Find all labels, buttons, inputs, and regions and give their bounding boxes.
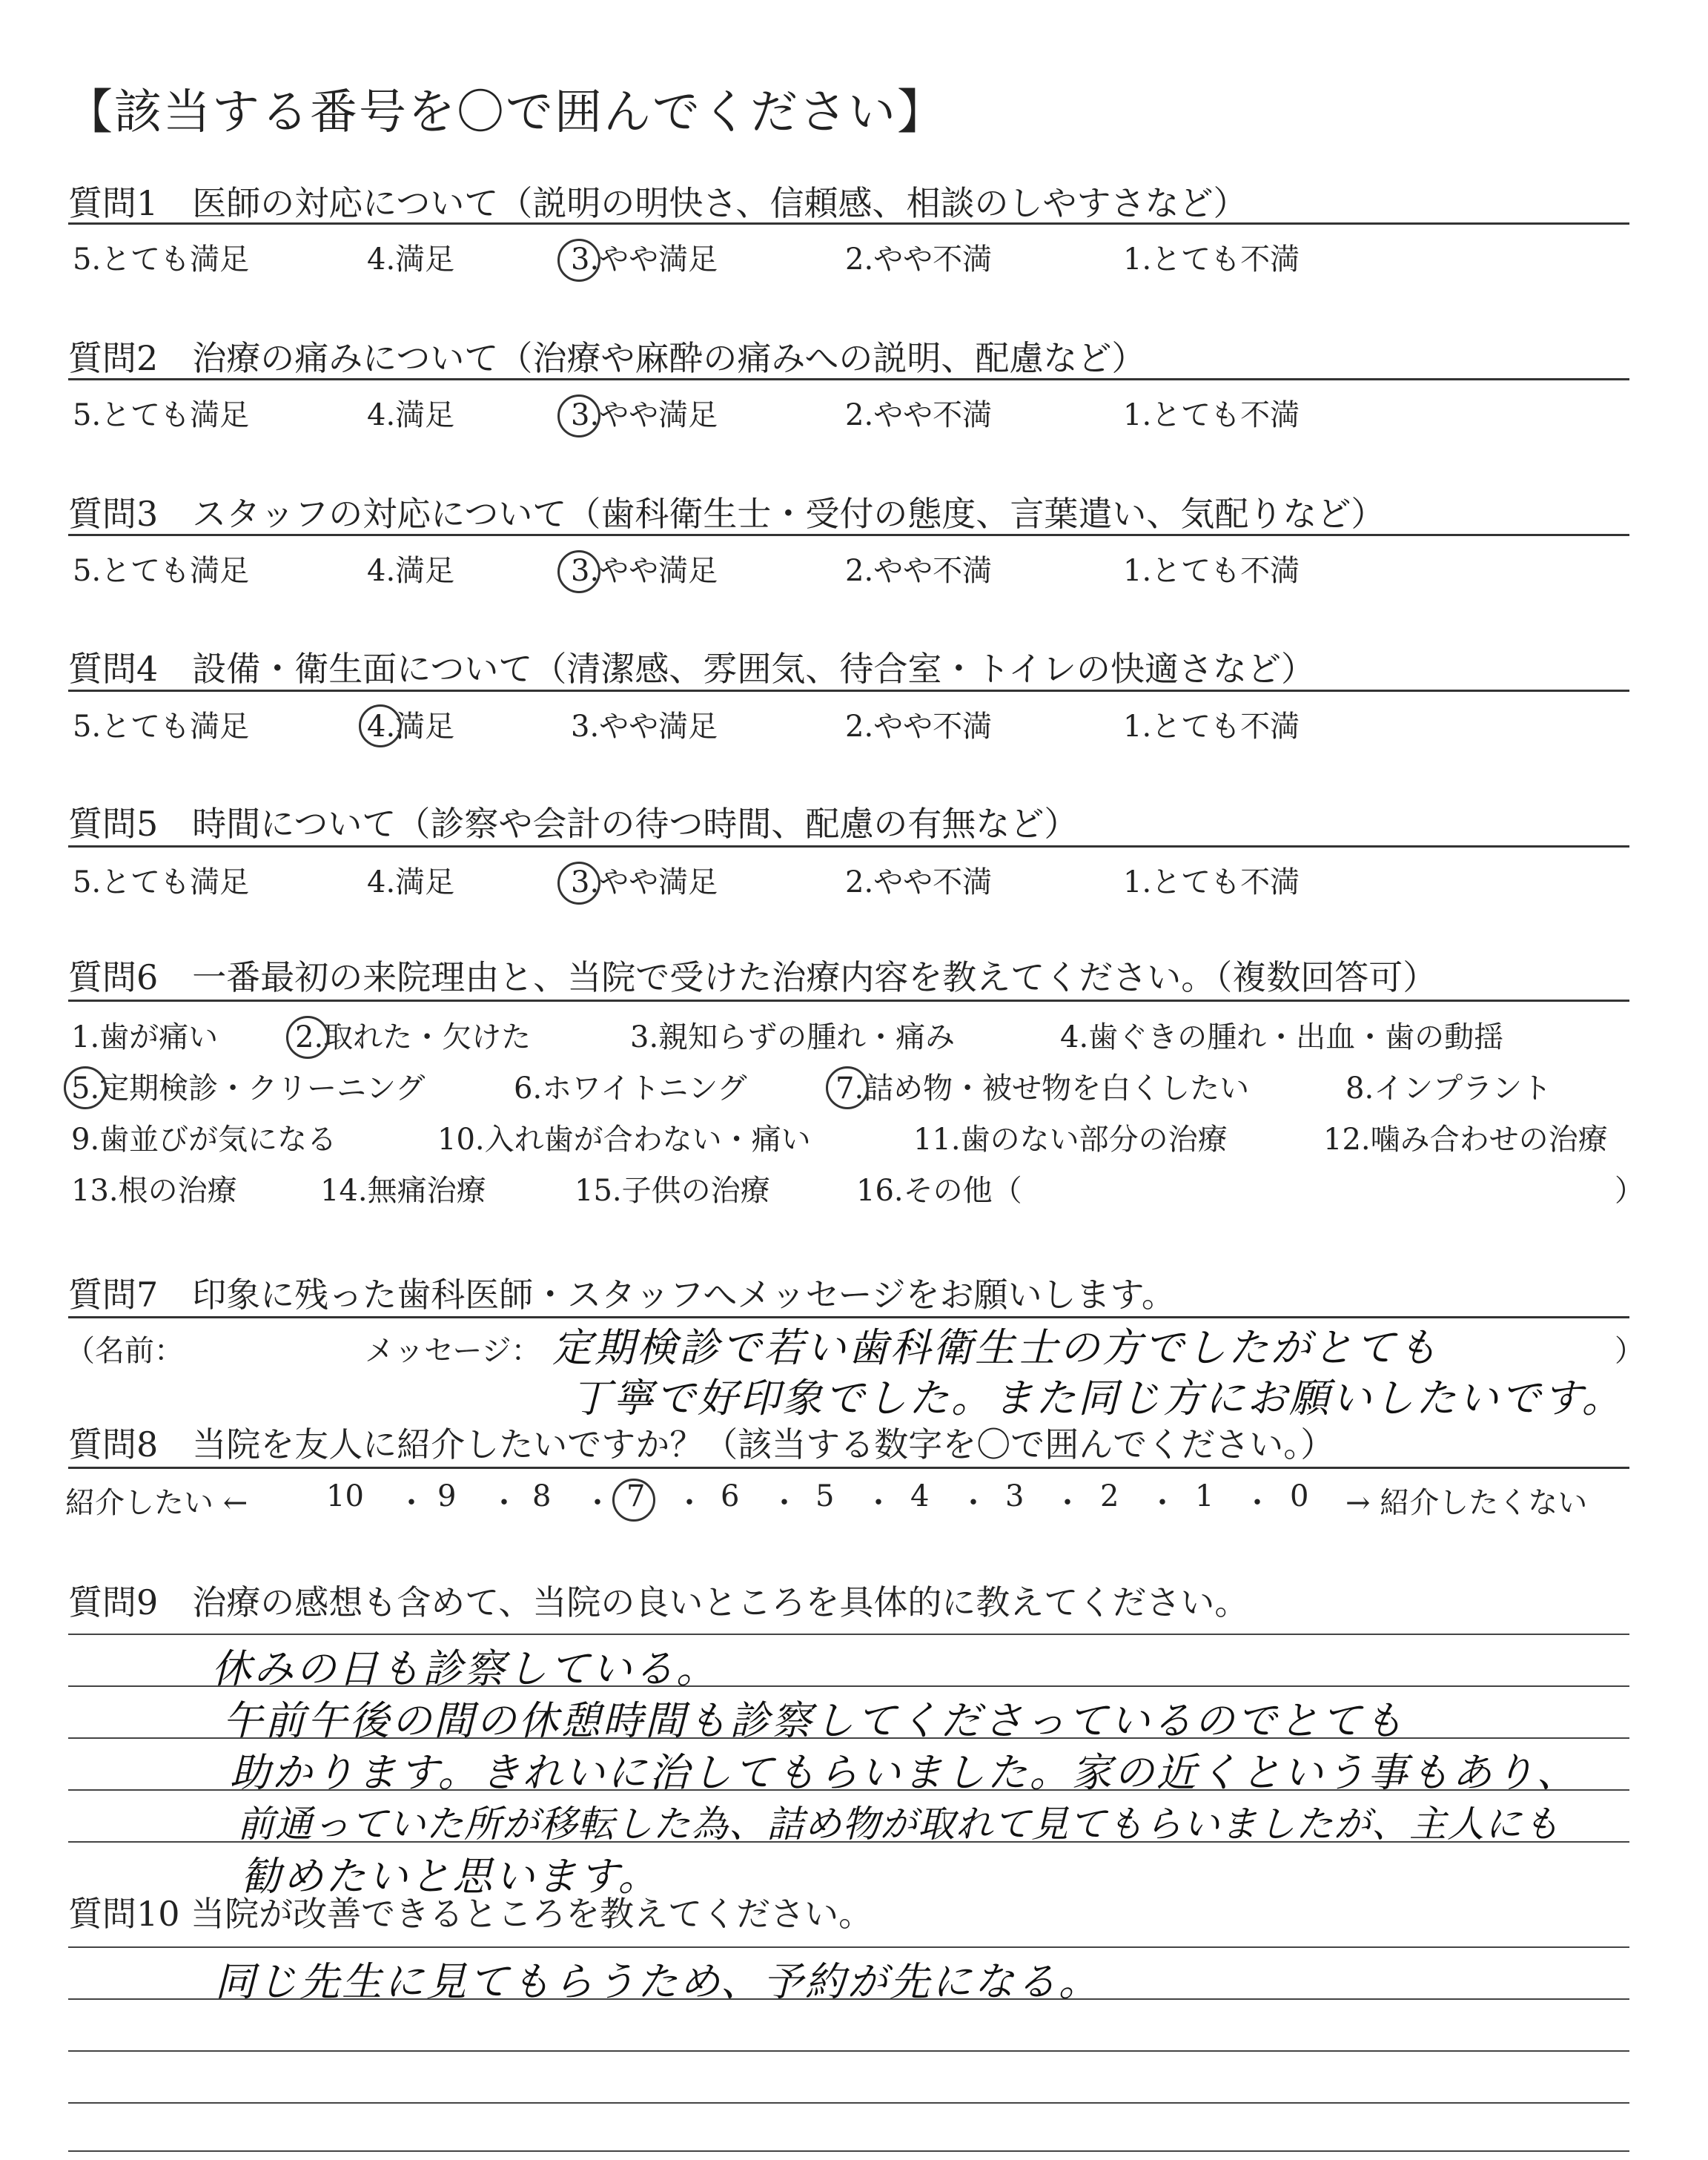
q4-option-1[interactable]: 1.とても不満 (1123, 710, 1300, 744)
q6-option-7[interactable]: 7.詰め物・被せ物を白くしたい (835, 1071, 1250, 1106)
q6-other-close-paren: ） (1615, 1174, 1644, 1208)
q6-selection-circle-5 (64, 1066, 107, 1109)
q8-selection-circle (612, 1479, 655, 1522)
q8-scale-dot: ・ (675, 1486, 704, 1520)
q6-option-4[interactable]: 4.歯ぐきの腫れ・出血・歯の動揺 (1060, 1020, 1504, 1054)
q2-selection-circle (557, 394, 600, 437)
q8-scale-5[interactable]: 5 (815, 1479, 835, 1513)
q6-option-13[interactable]: 13.根の治療 (71, 1174, 237, 1208)
q2-option-4[interactable]: 4.満足 (367, 398, 455, 432)
q8-scale-3[interactable]: 3 (1005, 1479, 1025, 1513)
q7-message-line-1[interactable]: 定期検診で若い歯科衛生士の方でしたがとても (552, 1324, 1440, 1371)
q8-scale-9[interactable]: 9 (437, 1479, 457, 1513)
q6-option-15[interactable]: 15.子供の治療 (575, 1174, 770, 1208)
q6-option-1[interactable]: 1.歯が痛い (71, 1020, 219, 1054)
q6-selection-circle-7 (826, 1066, 869, 1109)
q8-scale-0[interactable]: 0 (1290, 1479, 1309, 1513)
question-4-title: 質問4 設備・衛生面について（清潔感、雰囲気、待合室・トイレの快適さなど） (68, 649, 1316, 689)
question-10-title: 質問10 当院が改善できるところを教えてください。 (68, 1894, 873, 1934)
q8-scale-dot: ・ (864, 1486, 893, 1520)
q4-selection-circle (359, 704, 402, 747)
q6-selection-circle-2 (286, 1016, 329, 1059)
question-2-rule (68, 378, 1629, 380)
q1-option-5[interactable]: 5.とても満足 (73, 242, 250, 277)
q7-name-label: （名前： (65, 1334, 184, 1368)
q7-message-label: メッセージ： (365, 1334, 541, 1368)
q9-answer-line-3[interactable]: 助かります。きれいに治してもらいました。家の近くという事もあり、 (230, 1749, 1579, 1796)
question-1-rule (68, 222, 1629, 225)
q8-scale-dot: ・ (397, 1486, 426, 1520)
q6-option-16[interactable]: 16.その他（ (856, 1174, 1022, 1208)
q9-answer-line-4[interactable]: 前通っていた所が移転した為、詰め物が取れて見てもらいましたが、主人にも (237, 1803, 1560, 1846)
q6-option-5[interactable]: 5.定期検診・クリーニング (71, 1071, 426, 1106)
q1-selection-circle (557, 239, 600, 282)
q9-answer-line-1[interactable]: 休みの日も診察している。 (211, 1645, 718, 1692)
q3-option-4[interactable]: 4.満足 (367, 554, 455, 588)
q2-option-5[interactable]: 5.とても満足 (73, 398, 250, 432)
q6-option-12[interactable]: 12.噛み合わせの治療 (1323, 1123, 1608, 1157)
question-8-rule (68, 1467, 1629, 1469)
q8-scale-8[interactable]: 8 (532, 1479, 552, 1513)
question-5-title: 質問5 時間について（診察や会計の待つ時間、配慮の有無など） (68, 804, 1079, 844)
q8-scale-dot: ・ (1148, 1486, 1177, 1520)
q9-answer-line (68, 1634, 1629, 1635)
q8-scale-dot: ・ (489, 1486, 519, 1520)
q5-option-5[interactable]: 5.とても満足 (73, 865, 250, 899)
q7-close-paren: ） (1615, 1334, 1644, 1368)
q2-option-2[interactable]: 2.やや不満 (845, 398, 993, 432)
question-6-rule (68, 1000, 1629, 1002)
q8-right-label: → 紹介したくない (1345, 1486, 1588, 1520)
q2-option-3[interactable]: 3.やや満足 (571, 398, 718, 432)
question-3-rule (68, 534, 1629, 536)
q8-scale-dot: ・ (1242, 1486, 1272, 1520)
q8-scale-1[interactable]: 1 (1195, 1479, 1214, 1513)
question-6-title: 質問6 一番最初の来院理由と、当院で受けた治療内容を教えてください。（複数回答可） (68, 957, 1437, 997)
q1-option-2[interactable]: 2.やや不満 (845, 242, 993, 277)
q4-option-3[interactable]: 3.やや満足 (571, 710, 718, 744)
q8-scale-2[interactable]: 2 (1100, 1479, 1119, 1513)
q10-answer-line (68, 2102, 1629, 2104)
q1-option-4[interactable]: 4.満足 (367, 242, 455, 277)
q6-option-3[interactable]: 3.親知らずの腫れ・痛み (630, 1020, 956, 1054)
question-4-rule (68, 690, 1629, 692)
q6-option-10[interactable]: 10.入れ歯が合わない・痛い (437, 1123, 811, 1157)
form-title: 【該当する番号を〇で囲んでください】 (65, 85, 946, 140)
q2-option-1[interactable]: 1.とても不満 (1123, 398, 1300, 432)
q3-option-2[interactable]: 2.やや不満 (845, 554, 993, 588)
q8-left-label: 紹介したい ← (65, 1486, 248, 1520)
q6-option-8[interactable]: 8.インプラント (1345, 1071, 1552, 1106)
q10-answer-line (68, 1946, 1629, 1948)
q1-option-3[interactable]: 3.やや満足 (571, 242, 718, 277)
q8-scale-6[interactable]: 6 (721, 1479, 740, 1513)
q9-answer-line-2[interactable]: 午前午後の間の休憩時間も診察してくださっているのでとても (222, 1697, 1406, 1744)
q1-option-1[interactable]: 1.とても不満 (1123, 242, 1300, 277)
question-2-title: 質問2 治療の痛みについて（治療や麻酔の痛みへの説明、配慮など） (68, 338, 1146, 378)
q8-scale-10[interactable]: 10 (326, 1479, 364, 1513)
q4-option-2[interactable]: 2.やや不満 (845, 710, 993, 744)
q3-option-3[interactable]: 3.やや満足 (571, 554, 718, 588)
question-8-title: 質問8 当院を友人に紹介したいですか？（該当する数字を〇で囲んでください。） (68, 1424, 1335, 1464)
q8-scale-dot: ・ (959, 1486, 988, 1520)
q7-message-line-2[interactable]: 丁寧で好印象でした。また同じ方にお願いしたいです。 (571, 1375, 1624, 1421)
q4-option-5[interactable]: 5.とても満足 (73, 710, 250, 744)
q3-selection-circle (557, 550, 600, 593)
q8-scale-dot: ・ (1053, 1486, 1082, 1520)
q8-scale-7[interactable]: 7 (626, 1479, 646, 1513)
q5-option-1[interactable]: 1.とても不満 (1123, 865, 1300, 899)
q5-option-4[interactable]: 4.満足 (367, 865, 455, 899)
q3-option-1[interactable]: 1.とても不満 (1123, 554, 1300, 588)
question-9-title: 質問9 治療の感想も含めて、当院の良いところを具体的に教えてください。 (68, 1582, 1249, 1622)
q10-answer-line (68, 2150, 1629, 2152)
q6-option-9[interactable]: 9.歯並びが気になる (71, 1123, 337, 1157)
q6-option-6[interactable]: 6.ホワイトニング (514, 1071, 747, 1106)
q5-selection-circle (557, 862, 600, 905)
q8-scale-4[interactable]: 4 (910, 1479, 930, 1513)
question-7-title: 質問7 印象に残った歯科医師・スタッフへメッセージをお願いします。 (68, 1275, 1176, 1315)
q3-option-5[interactable]: 5.とても満足 (73, 554, 250, 588)
q5-option-2[interactable]: 2.やや不満 (845, 865, 993, 899)
q6-option-14[interactable]: 14.無痛治療 (320, 1174, 486, 1208)
q8-scale-dot: ・ (769, 1486, 799, 1520)
q10-answer-line (68, 2050, 1629, 2052)
question-3-title: 質問3 スタッフの対応について（歯科衛生士・受付の態度、言葉遣い、気配りなど） (68, 494, 1386, 534)
q8-scale-dot: ・ (583, 1486, 612, 1520)
question-1-title: 質問1 医師の対応について（説明の明快さ、信頼感、相談のしやすさなど） (68, 183, 1248, 223)
q4-option-4[interactable]: 4.満足 (367, 710, 455, 744)
q6-option-2[interactable]: 2.取れた・欠けた (295, 1020, 532, 1054)
q9-answer-line-5[interactable]: 勧めたいと思います。 (241, 1853, 661, 1900)
q5-option-3[interactable]: 3.やや満足 (571, 865, 718, 899)
question-5-rule (68, 845, 1629, 848)
q6-option-11[interactable]: 11.歯のない部分の治療 (913, 1123, 1228, 1157)
q10-answer-line-1[interactable]: 同じ先生に見てもらうため、予約が先になる。 (215, 1958, 1101, 2005)
